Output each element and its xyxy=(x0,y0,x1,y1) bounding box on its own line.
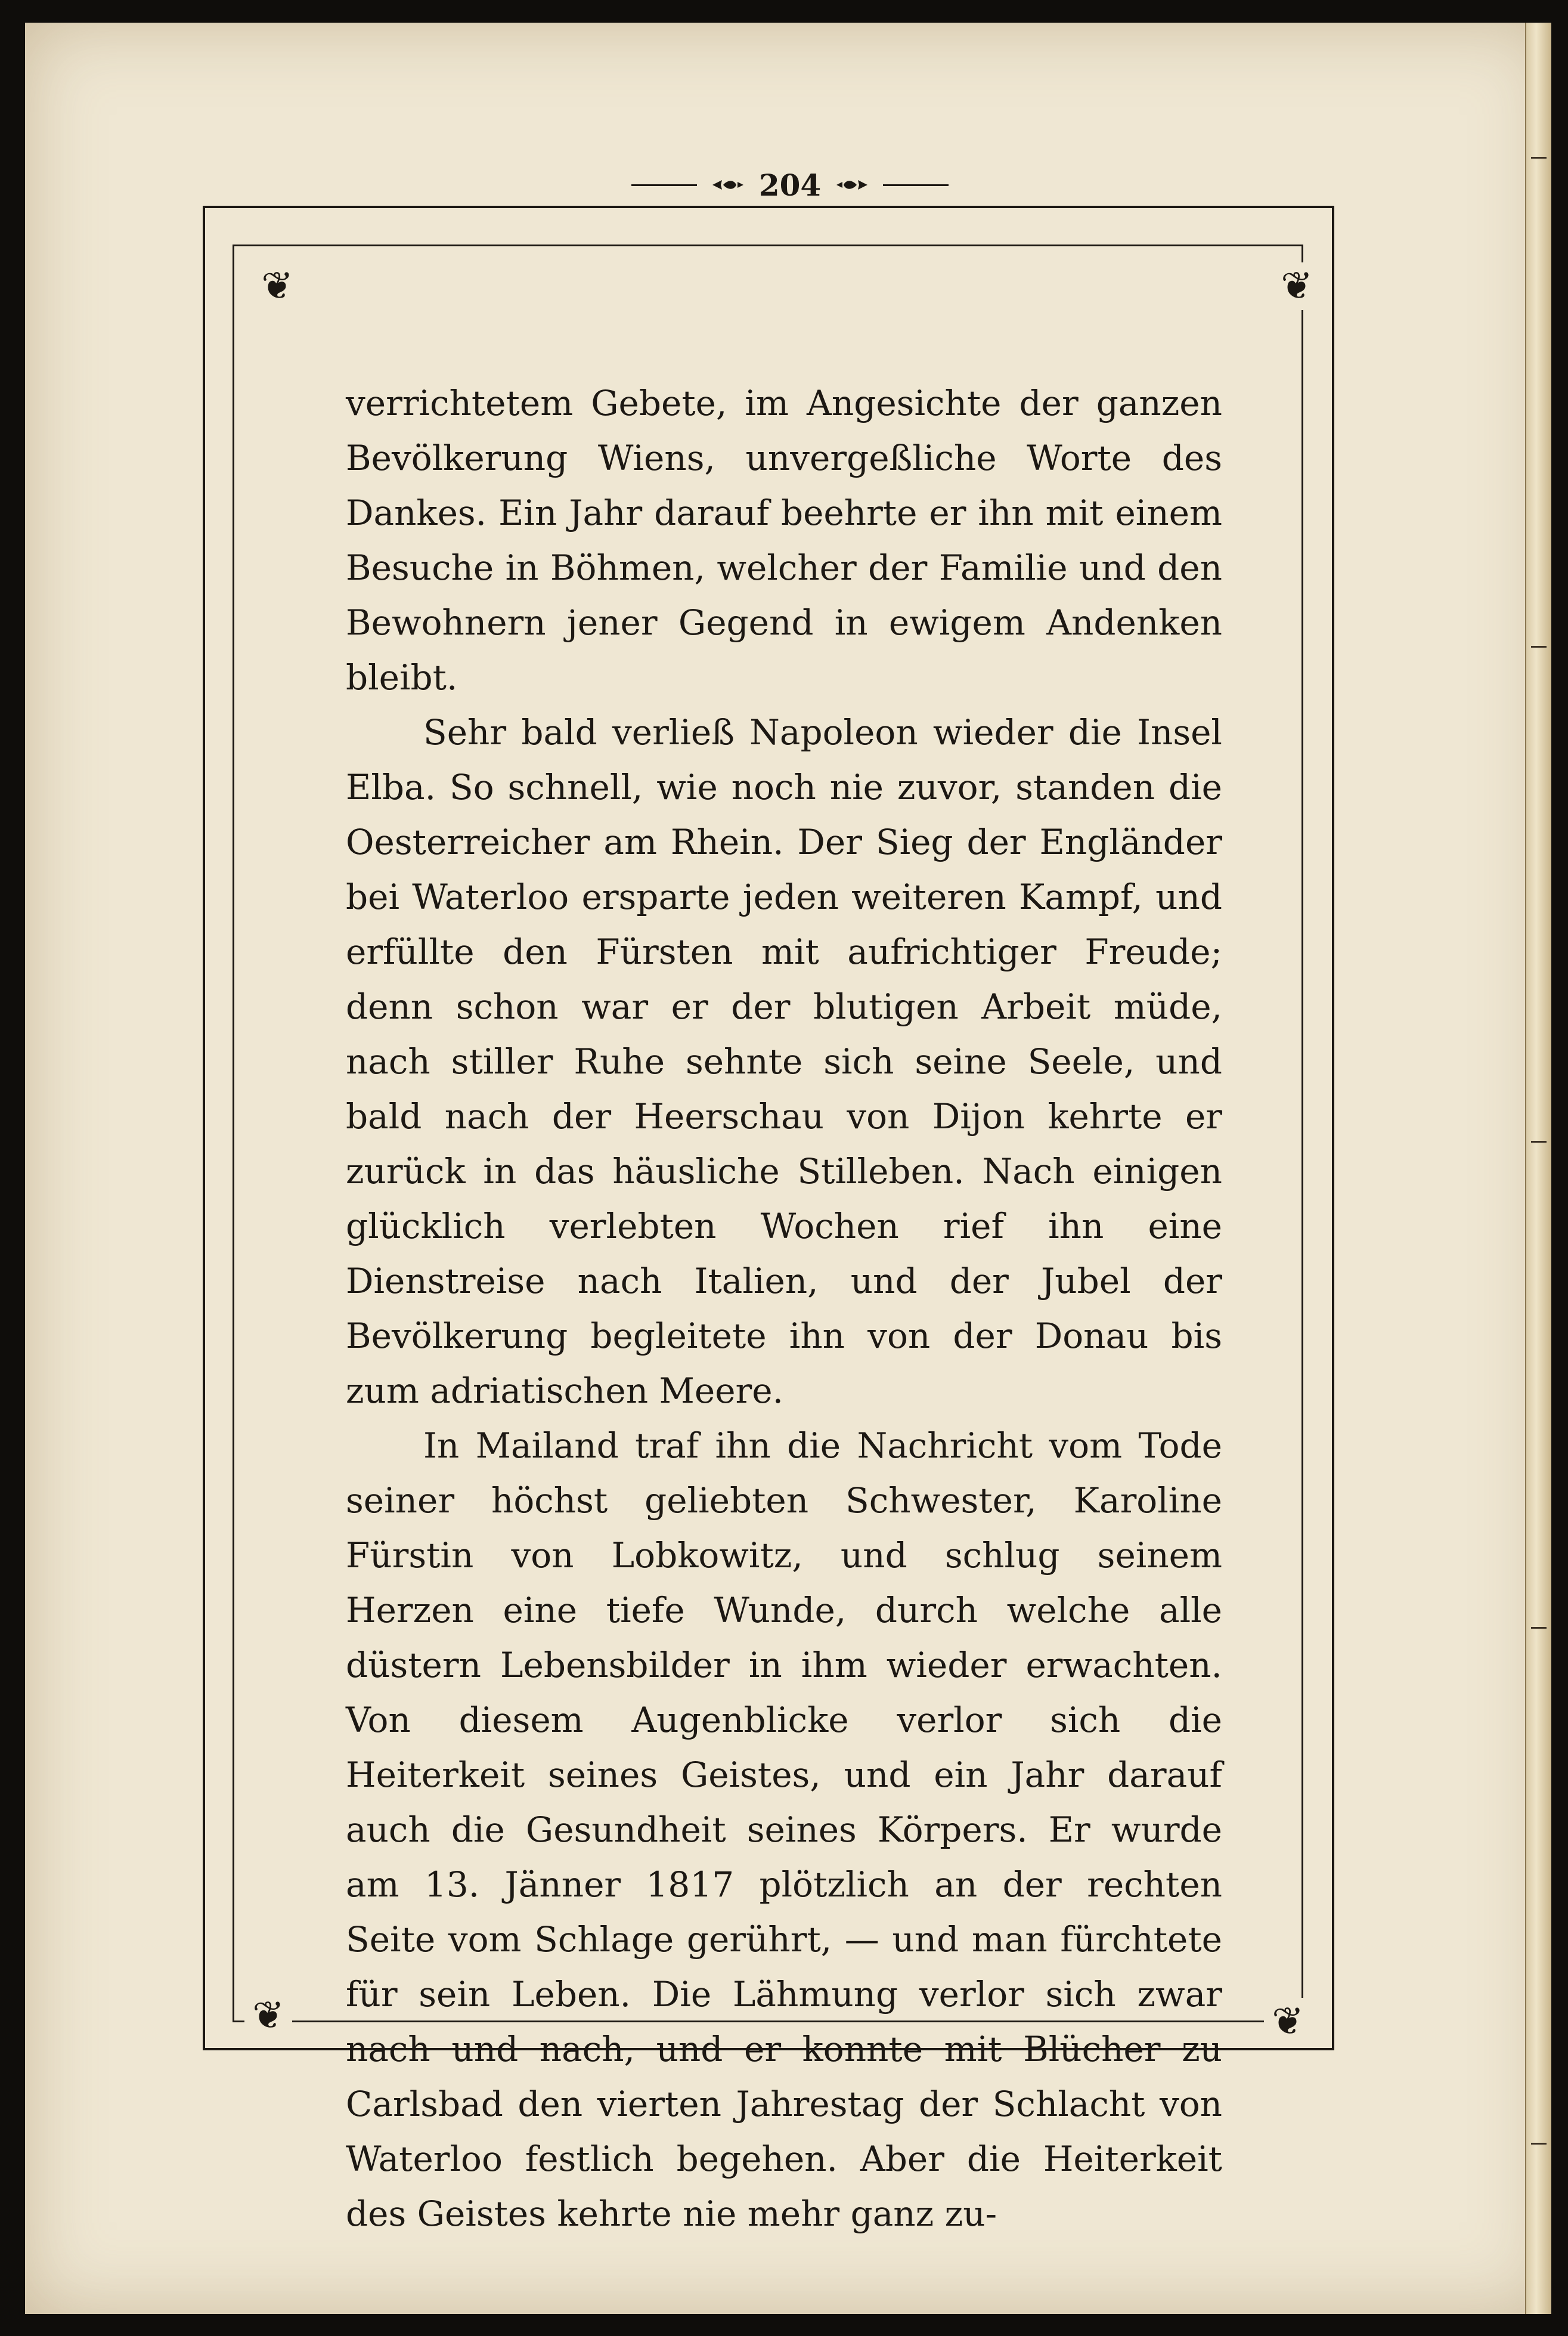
fleuron-right-icon xyxy=(834,177,870,193)
fleuron-left-icon xyxy=(710,177,746,193)
page-header xyxy=(596,161,984,209)
body-text xyxy=(346,376,1222,2241)
corner-ornament-icon: ❦ xyxy=(253,262,301,310)
paragraph: Sehr bald verließ Napoleon wieder die Insel Elba. So schnell, wie noch nie zuvor, standen die Oesterreicher am Rhein. Der Sieg der Engländer bei Waterloo ersparte jeden weiteren Kampf, und erfüllte den Fürsten mit aufrichtiger Freude; denn schon war er der blutigen Arbeit müde, nach stiller Ruhe sehnte sich seine Seele, und bald nach der Heerschau von Dijon kehrte er zurück in das häusliche Stilleben. Nach einigen glücklich verlebten Wochen rief ihn eine Dienstreise nach Italien, und der Jubel der Bevölkerung begleitete ihn von der Donau bis zum adriatischen Meere. xyxy=(346,712,1222,1411)
binding-stitch xyxy=(1531,1627,1547,1629)
page-number: 204 xyxy=(758,167,822,203)
corner-ornament-icon: ❦ xyxy=(1273,262,1321,310)
paragraph: In Mailand traf ihn die Nachricht vom Tode seiner höchst geliebten Schwester, Karoline Fürstin von Lobkowitz, und schlug seinem Herzen eine tiefe Wunde, durch welche alle düstern Lebensbilder in ihm wieder erwachten. Von diesem Augenblicke verlor sich die Heiterkeit seines Geistes, und ein Jahr darauf auch die Gesundheit seines Körpers. Er wurde am 13. Jänner 1817 plötzlich an der rechten Seite vom Schlage gerührt, — und man fürchtete für sein Leben. Die Lähmung verlor sich zwar nach und nach, und er konnte mit Blücher zu Carlsbad den vierten Jahrestag der Schlacht von Waterloo festlich begehen. Aber die Heiterkeit des Geistes kehrte nie mehr ganz zu- xyxy=(346,1425,1222,2234)
binding-stitch xyxy=(1531,157,1547,159)
book-spine xyxy=(1525,23,1551,2314)
binding-stitch xyxy=(1531,2143,1547,2145)
binding-stitch xyxy=(1531,646,1547,648)
corner-ornament-icon: ❦ xyxy=(1264,1998,1312,2046)
corner-ornament-icon: ❦ xyxy=(244,1992,292,2040)
header-rule-left xyxy=(631,184,697,186)
binding-stitch xyxy=(1531,1141,1547,1143)
paragraph: verrichtetem Gebete, im Angesichte der ganzen Bevölkerung Wiens, unvergeßliche Worte des Dankes. Ein Jahr darauf beehrte er ihn mit einem Besuche in Böhmen, welcher der Familie und den Bewohnern jener Gegend in ewigem Andenken bleibt. xyxy=(346,383,1222,698)
header-rule-right xyxy=(883,184,949,186)
